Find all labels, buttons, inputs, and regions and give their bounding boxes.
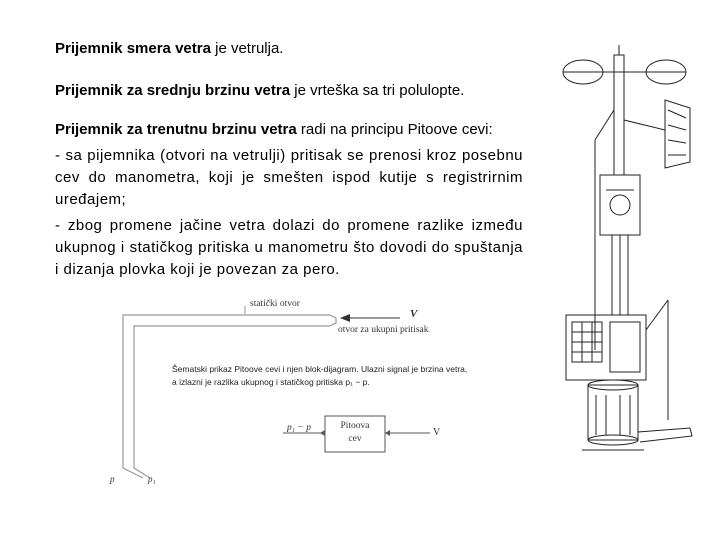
term-wind-direction: Prijemnik smera vetra [55,40,211,57]
vane-arm [624,120,665,130]
mast [614,55,624,175]
vane-rib-3 [668,140,686,143]
text-mean-speed: je vrteška sa tri polulopte. [290,82,465,99]
recorder-mechanism [610,322,640,372]
pen-arm [646,300,668,330]
wind-velocity-label: V [410,308,418,320]
paragraph-pressure-change: - zbog promene jačine vetra dolazi do promene razlike između ukupnog i statičkog pritiska u manometru što dovodi do spuštanja i dizanja plovka koji je povezan za pero. [55,217,523,278]
vane-rib-1 [668,110,686,118]
term-instant-speed: Prijemnik za trenutnu brzinu vetra [55,121,297,138]
left-tube [595,110,614,350]
term-mean-speed: Prijemnik za srednju brzinu vetra [55,82,291,99]
text-instant-speed: radi na principu Pitoove cevi: [296,121,493,138]
pitot-nose [330,315,336,326]
figure-caption: Šematski prikaz Pitoove cevi i njen blok-dijagram. Ulazni signal je brzina vetra, a izlazni je razlika ukupnog i statičkog pritiska p₁ − p. [172,364,468,387]
paragraph-pressure-transfer: - sa pijemnika (otvori na vetrulji) pritisak se prenosi kroz posebnu cev do manometra, koji je smešten ispod kutije s registrirnim uređajem; [55,147,523,208]
pressure-p1-label: p₁ [148,474,156,484]
block-title: Pitoova [340,421,370,431]
block-output-label: V [433,427,441,438]
gear [610,195,630,215]
pitot-outer-tube [123,315,330,478]
gearbox [600,175,640,235]
vane-rib-2 [668,125,686,130]
outlet-pipe [638,428,692,442]
recorder-housing [566,315,646,380]
pressure-p-label: p [110,474,115,484]
text-wind-direction: je vetrulja. [210,40,284,57]
wind-arrow-head [340,314,350,322]
total-pressure-hole-label: otvor za ukupni pritisak [338,325,429,335]
static-hole-label: statički otvor [250,299,300,309]
block-subtitle: cev [348,434,362,444]
pitot-inner-tube [134,326,330,478]
anemograph-illustration [563,45,692,450]
block-output-arrowhead [385,430,390,436]
block-input-label: p₁ − p [287,423,311,433]
